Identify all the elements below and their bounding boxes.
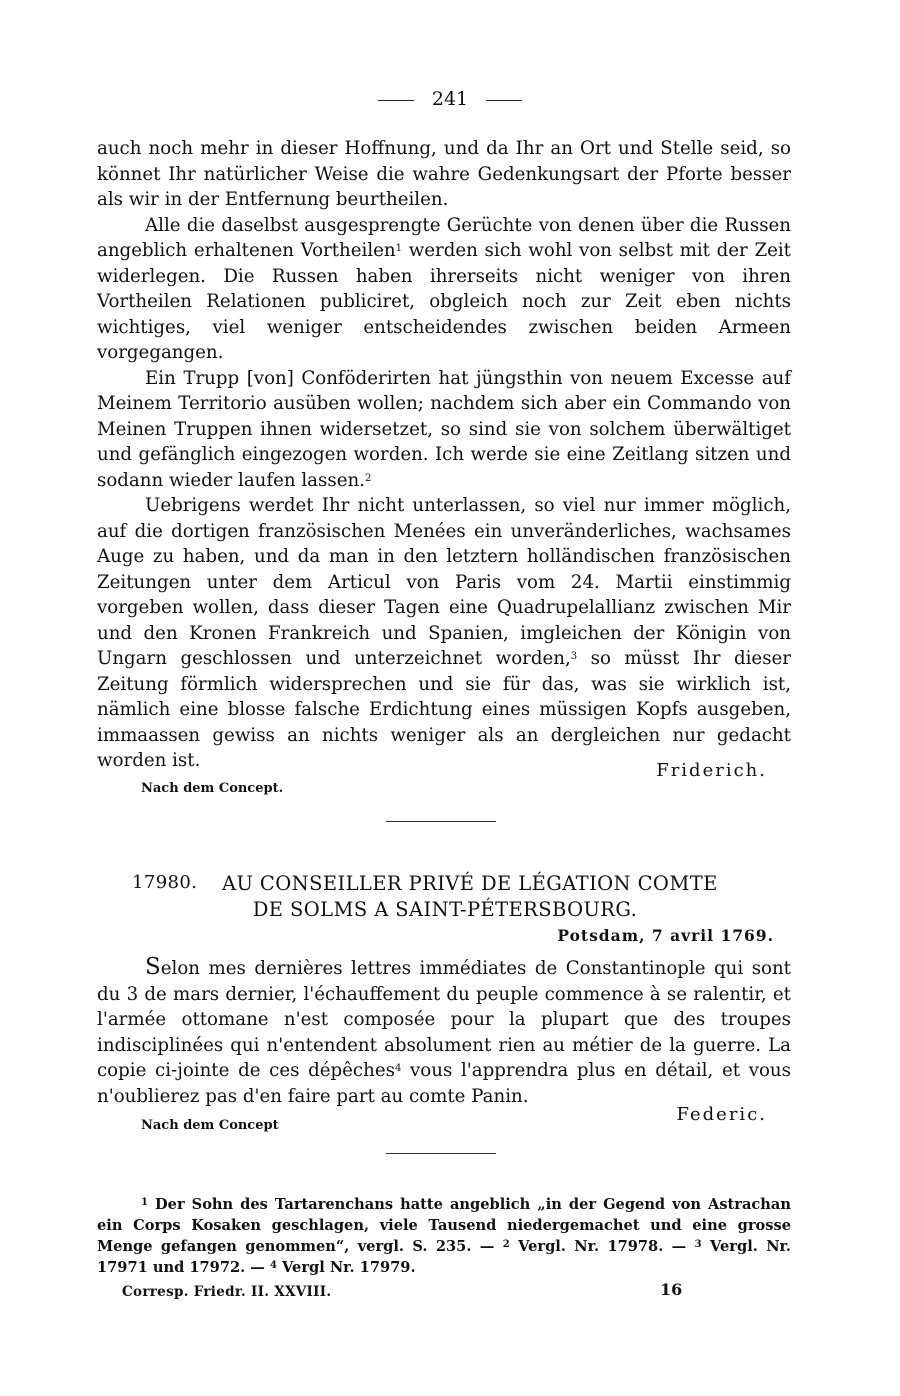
letter-1-body (97, 136, 791, 774)
page-header (0, 88, 900, 110)
footnotes (97, 1194, 791, 1278)
footnote-mark-2: 2 (364, 472, 372, 484)
letter-2-initial: S (145, 954, 161, 980)
letter-1-source: Nach dem Concept. (141, 781, 284, 796)
letter-2-source: Nach dem Concept (141, 1118, 279, 1133)
footnote-mark-1: 1 (395, 243, 403, 254)
page-number: 241 (431, 88, 469, 110)
footnote-mark-4: 4 (394, 1063, 402, 1074)
letter-2-number: 17980. (132, 872, 198, 893)
footnote-text: $^1$ Der Sohn des Tartarenchans hatte angeblich „in der Gegend von Astrachan ein Corps Kosaken geschlagen, viele Tausend niedergemachet und eine grosse Menge gefangen genommen“, vergl. S. 235. — $^2$ Vergl. Nr. 17978. — $^3$ Vergl. Nr. 17971 und 17972. — $^4$ Vergl Nr. 17979. (97, 1196, 791, 1276)
letter-2-dateline: Potsdam, 7 avril 1769. (557, 926, 774, 945)
letter-1-paragraph-4: Uebrigens werdet Ihr nicht unterlassen, so viel nur immer möglich, auf die dortigen französischen Menées ein unveränderliches, wachsames Auge zu haben, und da man in den letztern holländischen französischen Zeitungen unter dem Articul von Paris vom 24. Martii einstimmig vorgeben wollen, dass dieser Tagen eine Quadrupelallianz zwischen Mir und den Kronen Frankreich und Spanien, imgleichen der Königin von Ungarn geschlossen und unterzeichnet worden,$^3$ so müsst Ihr dieser Zeitung förmlich widersprechen und sie für das, was sie wirklich ist, nämlich eine blosse falsche Erdichtung eines müssigen Kopfs ausgeben, immaassen gewiss an nichts weniger als an dergleichen nur gedacht worden ist. (97, 495, 791, 771)
header-dash-right (486, 100, 522, 101)
letter-2-heading-line-1: AU CONSEILLER PRIVÉ DE LÉGATION COMTE (222, 872, 718, 895)
section-divider (386, 821, 496, 822)
letter-1-signature: Friderich. (656, 760, 767, 781)
letter-1-paragraph-1: auch noch mehr in dieser Hoffnung, und da Ihr an Ort und Stelle seid, so könnet Ihr natürlicher Weise die wahre Gedenkungsart der Pforte besser als wir in der Entfernung beurtheilen. (97, 138, 791, 210)
signature-mark-number: 16 (660, 1280, 683, 1299)
header-dash-left (378, 100, 414, 101)
footnote-mark-3: 3 (570, 651, 578, 662)
letter-2-heading-line-2: DE SOLMS A SAINT-PÉTERSBOURG. (252, 898, 638, 921)
signature-mark-left: Corresp. Friedr. II. XXVIII. (122, 1284, 332, 1300)
letter-2-paragraph: Selon mes dernières lettres immédiates de Constantinople qui sont du 3 de mars dernier, l'échauffement du peuple commence à se ralentir, et l'armée ottomane n'est composée pour la plupart que des troupes indisciplinées qui n'entendent absolument rien au métier de la guerre. La copie ci-jointe de ces dépêches$^4$ vous l'apprendra plus en détail, et vous n'oublierez pas d'en faire part au comte Panin. (97, 954, 791, 1107)
letter-1-paragraph-3: Ein Trupp [von] Conföderirten hat jüngsthin von neuem Excesse auf Meinem Territorio ausüben wollen; nachdem sich aber ein Commando von Meinen Truppen ihnen widersetzet, so sind sie von solchem überwältiget und gefänglich eingezogen worden. Ich werde sie eine Zeitlang sitzen und sodann wieder laufen lassen.$^2$ (97, 367, 791, 491)
letter-2-body (97, 955, 791, 1109)
letter-2-heading-line-2-row (0, 898, 900, 921)
letter-1-paragraph-2: Alle die daselbst ausgesprengte Gerüchte von denen über die Russen angeblich erhaltenen Vortheilen$^1$ werden sich wohl von selbst mit der Zeit widerlegen. Die Russen haben ihrerseits nicht weniger von ihren Vortheilen Relationen publiciret, obgleich noch zur Zeit eben nichts wichtiges, viel weniger entscheidendes zwischen beiden Armeen vorgegangen. (97, 214, 791, 363)
letter-2-signature: Federic. (676, 1104, 767, 1125)
footnote-divider (386, 1153, 496, 1154)
